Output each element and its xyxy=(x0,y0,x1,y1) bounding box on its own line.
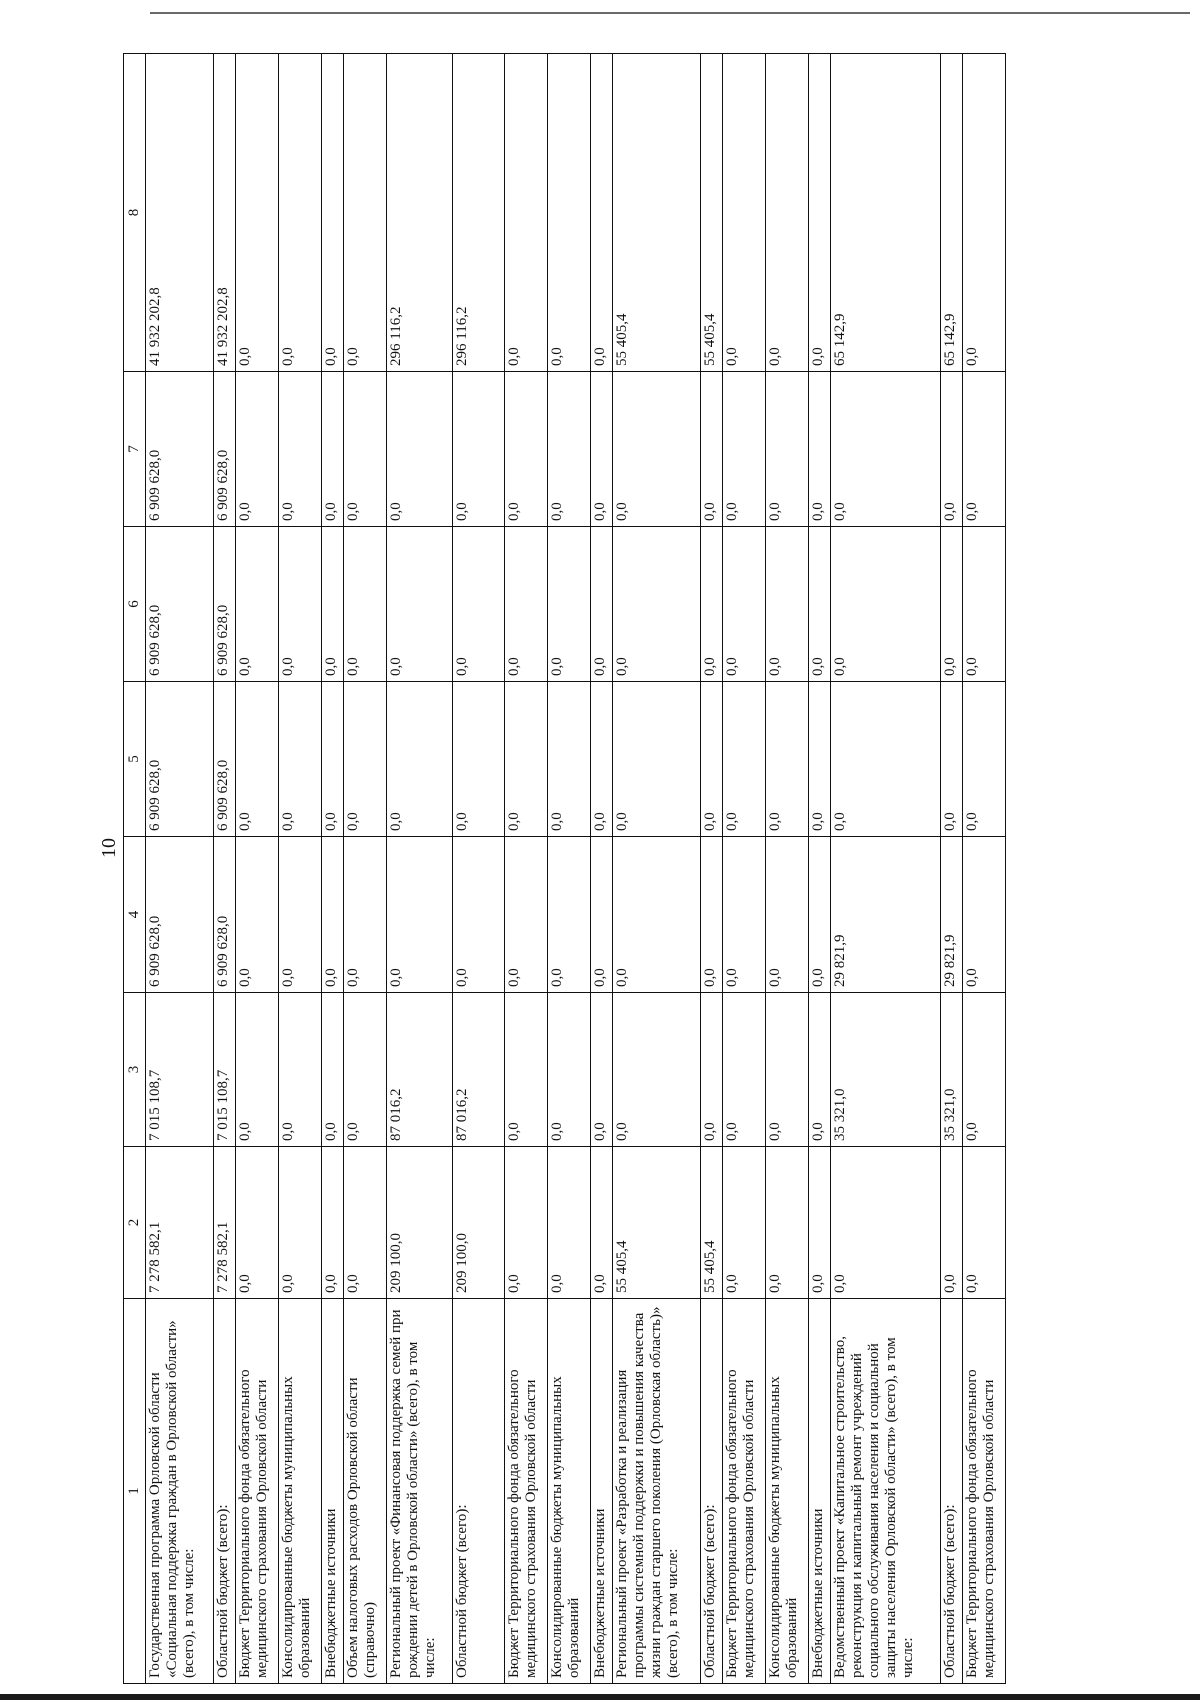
row-value: 0,0 xyxy=(279,837,322,993)
table-row xyxy=(236,54,279,1684)
row-value: 6 909 628,0 xyxy=(214,527,236,682)
table-row xyxy=(548,54,591,1684)
row-value: 6 909 628,0 xyxy=(146,372,214,527)
row-value: 0,0 xyxy=(809,527,831,682)
row-value: 0,0 xyxy=(505,54,548,372)
row-value: 0,0 xyxy=(766,527,809,682)
row-value: 0,0 xyxy=(963,372,1006,527)
row-value: 6 909 628,0 xyxy=(146,837,214,993)
row-value: 0,0 xyxy=(387,682,453,837)
row-label: Внебюджетные источники xyxy=(809,1299,831,1684)
row-value: 0,0 xyxy=(831,682,941,837)
row-value: 0,0 xyxy=(236,1147,279,1299)
page-number: 10 xyxy=(98,838,120,858)
row-value: 55 405,4 xyxy=(613,1147,701,1299)
row-value: 0,0 xyxy=(766,682,809,837)
row-value: 87 016,2 xyxy=(453,993,505,1147)
row-value: 55 405,4 xyxy=(701,1147,723,1299)
row-value: 296 116,2 xyxy=(387,54,453,372)
row-value: 0,0 xyxy=(963,527,1006,682)
row-label: Бюджет Территориального фонда обязательного медицинского страхования Орловской области xyxy=(963,1299,1006,1684)
row-value: 0,0 xyxy=(613,993,701,1147)
row-value: 0,0 xyxy=(723,527,766,682)
row-value: 0,0 xyxy=(236,372,279,527)
row-label: Государственная программа Орловской области «Социальная поддержка граждан в Орловской области» (всего), в том числе: xyxy=(146,1299,214,1684)
row-value: 0,0 xyxy=(505,837,548,993)
row-value: 0,0 xyxy=(591,54,613,372)
row-value: 0,0 xyxy=(591,993,613,1147)
table-row xyxy=(279,54,322,1684)
table-row xyxy=(322,54,344,1684)
row-value: 0,0 xyxy=(766,54,809,372)
row-label: Внебюджетные источники xyxy=(591,1299,613,1684)
row-value: 0,0 xyxy=(809,993,831,1147)
row-value: 0,0 xyxy=(548,1147,591,1299)
row-label: Бюджет Территориального фонда обязательного медицинского страхования Орловской области xyxy=(723,1299,766,1684)
row-value: 0,0 xyxy=(548,837,591,993)
row-value: 0,0 xyxy=(279,54,322,372)
row-value: 0,0 xyxy=(548,993,591,1147)
row-value: 0,0 xyxy=(279,527,322,682)
row-label: Консолидированные бюджеты муниципальных образований xyxy=(279,1299,322,1684)
column-header: 6 xyxy=(124,527,146,682)
row-value: 0,0 xyxy=(723,54,766,372)
row-value: 7 015 108,7 xyxy=(146,993,214,1147)
row-value: 0,0 xyxy=(941,527,963,682)
row-value: 0,0 xyxy=(766,372,809,527)
row-value: 0,0 xyxy=(701,372,723,527)
column-header: 2 xyxy=(124,1147,146,1299)
row-value: 0,0 xyxy=(809,54,831,372)
row-value: 6 909 628,0 xyxy=(214,837,236,993)
row-value: 7 278 582,1 xyxy=(146,1147,214,1299)
budget-table xyxy=(123,53,1006,1684)
table-row xyxy=(766,54,809,1684)
row-value: 0,0 xyxy=(963,837,1006,993)
row-label: Бюджет Территориального фонда обязательного медицинского страхования Орловской области xyxy=(505,1299,548,1684)
row-value: 0,0 xyxy=(505,527,548,682)
row-value: 0,0 xyxy=(963,682,1006,837)
row-value: 0,0 xyxy=(723,837,766,993)
row-value: 7 278 582,1 xyxy=(214,1147,236,1299)
table-row xyxy=(723,54,766,1684)
row-label: Областной бюджет (всего): xyxy=(453,1299,505,1684)
row-value: 0,0 xyxy=(809,372,831,527)
row-value: 0,0 xyxy=(766,837,809,993)
row-value: 0,0 xyxy=(941,682,963,837)
row-value: 0,0 xyxy=(548,54,591,372)
row-value: 0,0 xyxy=(387,837,453,993)
row-value: 0,0 xyxy=(963,54,1006,372)
column-header: 5 xyxy=(124,682,146,837)
row-value: 0,0 xyxy=(591,527,613,682)
row-value: 0,0 xyxy=(453,837,505,993)
row-value: 0,0 xyxy=(766,1147,809,1299)
row-label: Внебюджетные источники xyxy=(322,1299,344,1684)
table-row xyxy=(344,54,387,1684)
row-value: 35 321,0 xyxy=(831,993,941,1147)
row-value: 0,0 xyxy=(831,527,941,682)
row-value: 29 821,9 xyxy=(941,837,963,993)
row-value: 0,0 xyxy=(236,837,279,993)
row-value: 0,0 xyxy=(236,54,279,372)
row-value: 0,0 xyxy=(613,527,701,682)
row-label: Региональный проект «Разработка и реализация программы системной поддержки и повышения качества жизни граждан старшего поколения (Орловская область)» (всего), в том числе: xyxy=(613,1299,701,1684)
row-value: 0,0 xyxy=(505,993,548,1147)
row-label: Областной бюджет (всего): xyxy=(941,1299,963,1684)
row-label: Бюджет Территориального фонда обязательного медицинского страхования Орловской области xyxy=(236,1299,279,1684)
row-label: Консолидированные бюджеты муниципальных образований xyxy=(548,1299,591,1684)
table-row xyxy=(591,54,613,1684)
row-value: 0,0 xyxy=(809,682,831,837)
row-value: 0,0 xyxy=(809,1147,831,1299)
table-row xyxy=(453,54,505,1684)
row-value: 0,0 xyxy=(723,682,766,837)
table-row xyxy=(963,54,1006,1684)
rotated-table-container xyxy=(123,54,1006,1684)
row-value: 0,0 xyxy=(766,993,809,1147)
row-value: 65 142,9 xyxy=(831,54,941,372)
column-header: 7 xyxy=(124,372,146,527)
table-row xyxy=(809,54,831,1684)
row-value: 7 015 108,7 xyxy=(214,993,236,1147)
row-value: 0,0 xyxy=(591,1147,613,1299)
row-value: 0,0 xyxy=(322,993,344,1147)
row-value: 0,0 xyxy=(723,993,766,1147)
row-value: 87 016,2 xyxy=(387,993,453,1147)
table-row xyxy=(613,54,701,1684)
table-row xyxy=(941,54,963,1684)
row-value: 0,0 xyxy=(963,993,1006,1147)
row-value: 0,0 xyxy=(344,682,387,837)
row-value: 6 909 628,0 xyxy=(214,372,236,527)
row-value: 0,0 xyxy=(548,372,591,527)
row-value: 0,0 xyxy=(387,372,453,527)
row-value: 0,0 xyxy=(505,682,548,837)
column-header: 1 xyxy=(124,1299,146,1684)
row-label: Консолидированные бюджеты муниципальных образований xyxy=(766,1299,809,1684)
row-value: 35 321,0 xyxy=(941,993,963,1147)
row-label: Областной бюджет (всего): xyxy=(214,1299,236,1684)
row-value: 0,0 xyxy=(279,993,322,1147)
row-value: 0,0 xyxy=(505,1147,548,1299)
row-value: 0,0 xyxy=(387,527,453,682)
table-row xyxy=(831,54,941,1684)
row-value: 0,0 xyxy=(701,682,723,837)
row-value: 0,0 xyxy=(591,372,613,527)
row-value: 0,0 xyxy=(548,527,591,682)
row-value: 0,0 xyxy=(322,1147,344,1299)
table-row xyxy=(505,54,548,1684)
row-value: 65 142,9 xyxy=(941,54,963,372)
row-value: 0,0 xyxy=(322,54,344,372)
row-value: 209 100,0 xyxy=(387,1147,453,1299)
row-value: 0,0 xyxy=(701,527,723,682)
row-value: 0,0 xyxy=(701,837,723,993)
row-value: 41 932 202,8 xyxy=(214,54,236,372)
row-value: 0,0 xyxy=(505,372,548,527)
row-value: 0,0 xyxy=(831,1147,941,1299)
table-row xyxy=(146,54,214,1684)
row-value: 0,0 xyxy=(963,1147,1006,1299)
row-value: 0,0 xyxy=(344,372,387,527)
row-value: 0,0 xyxy=(809,837,831,993)
row-value: 0,0 xyxy=(344,54,387,372)
row-value: 6 909 628,0 xyxy=(146,682,214,837)
row-value: 0,0 xyxy=(591,682,613,837)
row-value: 6 909 628,0 xyxy=(214,682,236,837)
row-value: 41 932 202,8 xyxy=(146,54,214,372)
row-value: 0,0 xyxy=(322,372,344,527)
row-value: 0,0 xyxy=(279,372,322,527)
row-value: 0,0 xyxy=(344,527,387,682)
row-value: 0,0 xyxy=(344,1147,387,1299)
table-row xyxy=(214,54,236,1684)
row-label: Региональный проект «Финансовая поддержка семей при рождении детей в Орловской области» (всего), в том числе: xyxy=(387,1299,453,1684)
row-value: 0,0 xyxy=(831,372,941,527)
column-header: 3 xyxy=(124,993,146,1147)
row-value: 209 100,0 xyxy=(453,1147,505,1299)
scan-artifact-top-line xyxy=(150,12,1190,14)
row-value: 0,0 xyxy=(613,682,701,837)
row-value: 0,0 xyxy=(236,993,279,1147)
row-label: Объем налоговых расходов Орловской области (справочно) xyxy=(344,1299,387,1684)
row-value: 0,0 xyxy=(941,372,963,527)
row-value: 0,0 xyxy=(322,837,344,993)
row-value: 0,0 xyxy=(941,1147,963,1299)
row-value: 0,0 xyxy=(723,1147,766,1299)
table-row xyxy=(387,54,453,1684)
row-label: Ведомственный проект «Капитальное строительство, реконструкция и капитальный ремонт учреждений социального обслуживания населения и социальной защиты населения Орловской области» (всего), в том числе: xyxy=(831,1299,941,1684)
row-value: 0,0 xyxy=(236,682,279,837)
row-value: 55 405,4 xyxy=(613,54,701,372)
row-value: 55 405,4 xyxy=(701,54,723,372)
row-value: 0,0 xyxy=(453,372,505,527)
row-value: 0,0 xyxy=(344,993,387,1147)
column-header: 4 xyxy=(124,837,146,993)
row-value: 0,0 xyxy=(279,682,322,837)
row-value: 0,0 xyxy=(279,1147,322,1299)
column-header: 8 xyxy=(124,54,146,372)
row-value: 0,0 xyxy=(701,993,723,1147)
row-value: 0,0 xyxy=(548,682,591,837)
row-value: 0,0 xyxy=(591,837,613,993)
row-label: Областной бюджет (всего): xyxy=(701,1299,723,1684)
row-value: 0,0 xyxy=(613,372,701,527)
row-value: 0,0 xyxy=(322,527,344,682)
row-value: 296 116,2 xyxy=(453,54,505,372)
row-value: 0,0 xyxy=(236,527,279,682)
row-value: 0,0 xyxy=(723,372,766,527)
row-value: 6 909 628,0 xyxy=(146,527,214,682)
table-body xyxy=(146,54,1006,1684)
row-value: 0,0 xyxy=(322,682,344,837)
scan-artifact-bottom-edge xyxy=(0,1694,1200,1700)
table-header-row xyxy=(124,54,146,1684)
row-value: 0,0 xyxy=(613,837,701,993)
row-value: 0,0 xyxy=(453,527,505,682)
row-value: 0,0 xyxy=(453,682,505,837)
table-row xyxy=(701,54,723,1684)
row-value: 0,0 xyxy=(344,837,387,993)
row-value: 29 821,9 xyxy=(831,837,941,993)
